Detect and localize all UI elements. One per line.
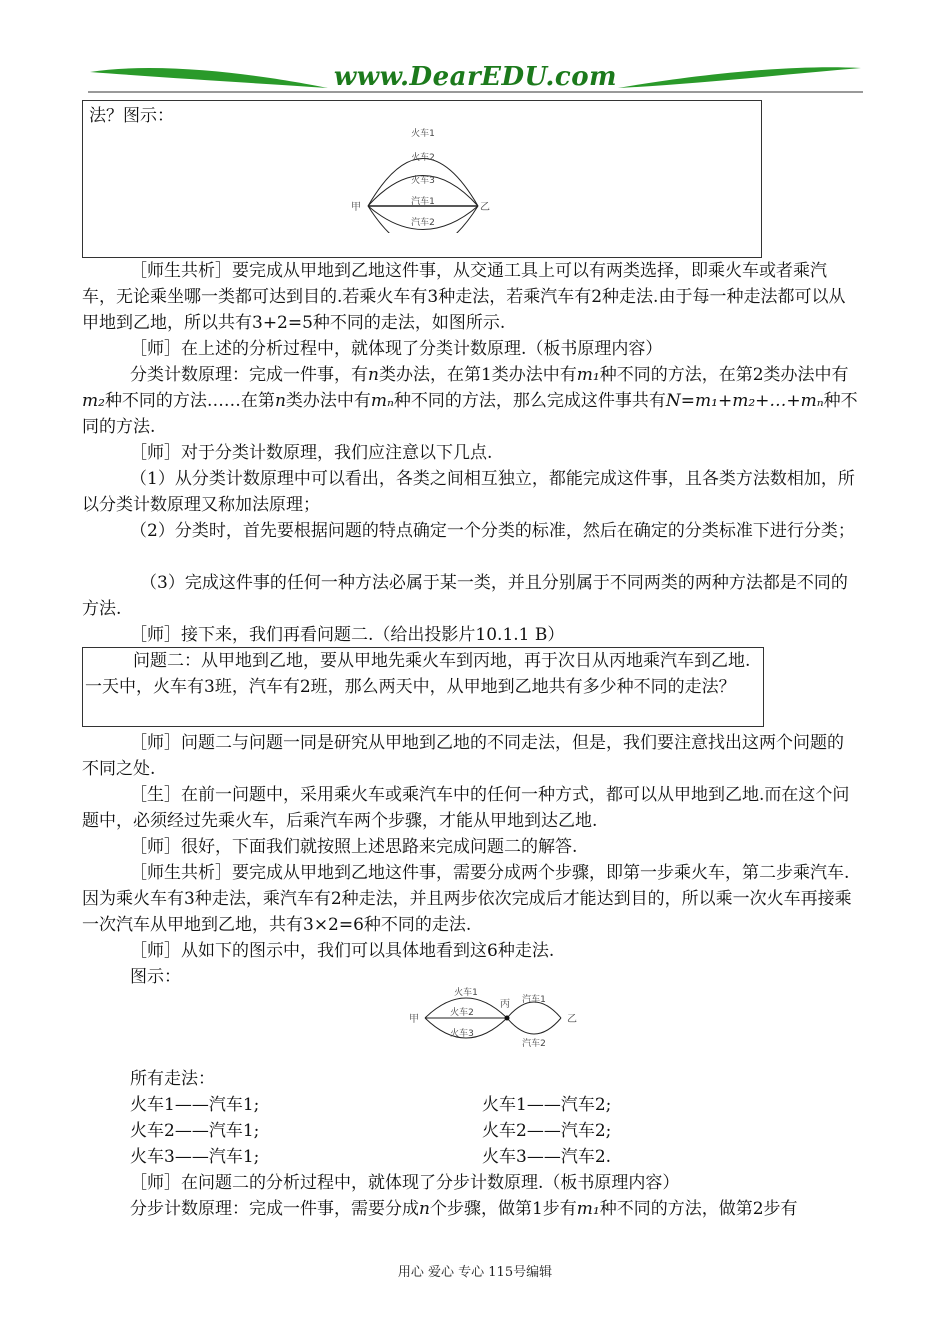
p3-m1: m₁ (576, 365, 600, 385)
figure-box-1 (82, 100, 762, 258)
node-end-2: 乙 (567, 1014, 577, 1025)
p16-c: 种不同的方法，做第2步有 (599, 1199, 798, 1219)
paragraph-14: 图示： (130, 967, 181, 987)
route-item: 火车1——汽车2; (482, 1095, 612, 1115)
paragraph-1: ［师生共析］要完成从甲地到乙地这件事，从交通工具上可以有两类选择，即乘火车或者乘汽车，无论乘坐哪一类都可达到目的.若乘火车有3种走法，若乘汽车有2种走法.由于每一种走法都可以从甲地到乙地，所以共有3+2=5种不同的走法，如图所示. (82, 261, 846, 333)
p3-n1: n (368, 365, 379, 385)
p3-b: 类办法，在第1类办法中有 (378, 365, 577, 385)
all-routes-label: 所有走法： (130, 1069, 215, 1089)
p16-n: n (419, 1199, 430, 1219)
node-end: 乙 (480, 202, 490, 213)
paragraph-4: ［师］对于分类计数原理，我们应注意以下几点. (130, 443, 493, 463)
train-label-2: 火车2 (450, 1008, 474, 1018)
header-banner (88, 58, 863, 100)
logo-edu: EDU (481, 62, 546, 92)
p3-a: 分类计数原理：完成一件事，有 (130, 365, 368, 385)
route-item: 火车1——汽车1; (130, 1095, 260, 1115)
route-label-2: 火车2 (411, 153, 435, 163)
paragraph-9: ［师］问题二与问题一同是研究从甲地到乙地的不同走法，但是，我们要注意找出这两个问题的不同之处. (82, 733, 844, 779)
route-item: 火车2——汽车1; (130, 1121, 260, 1141)
paragraph-10: ［生］在前一问题中，采用乘火车或乘汽车中的任何一种方式，都可以从甲地到乙地.而在这个问题中，必须经过先乘火车，后乘汽车两个步骤，才能从甲地到达乙地. (82, 785, 850, 831)
train-label-3: 火车3 (450, 1029, 474, 1039)
p3-mn: mₙ (370, 391, 394, 411)
route-label-4: 汽车1 (411, 197, 435, 207)
paragraph-3 (82, 362, 860, 440)
p16-b: 个步骤，做第1步有 (429, 1199, 577, 1219)
node-start: 甲 (351, 202, 361, 213)
figure-box-label: 法？图示： (89, 106, 174, 126)
paragraph-6: （2）分类时，首先要根据问题的特点确定一个分类的标准，然后在确定的分类标准下进行分类； (130, 521, 855, 541)
route-diagram-2 (407, 984, 587, 1054)
bus-label-2: 汽车2 (522, 1039, 546, 1049)
bus-label-1: 汽车1 (522, 995, 546, 1005)
node-start-2: 甲 (409, 1014, 419, 1025)
route-item: 火车2——汽车2; (482, 1121, 612, 1141)
route-label-1: 火车1 (411, 129, 435, 139)
site-logo[interactable] (88, 62, 863, 92)
train-label-1: 火车1 (454, 988, 478, 998)
paragraph-7: （3）完成这件事的任何一种方法必属于某一类，并且分别属于不同两类的两种方法都是不同的方法. (82, 573, 848, 619)
p3-d: 种不同的方法……在第 (104, 391, 275, 411)
paragraph-15: ［师］在问题二的分析过程中，就体现了分步计数原理.（板书原理内容） (130, 1173, 680, 1193)
paragraph-11: ［师］很好，下面我们就按照上述思路来完成问题二的解答. (130, 837, 578, 857)
p16-a: 分步计数原理：完成一件事，需要分成 (130, 1199, 419, 1219)
route-item: 火车3——汽车2. (482, 1147, 612, 1167)
p3-g: 种不同的方法. (82, 391, 858, 437)
route-label-5: 汽车2 (411, 218, 435, 228)
p3-m2: m₂ (82, 391, 105, 411)
paragraph-5: （1）从分类计数原理中可以看出，各类之间相互独立，都能完成这件事，且各类方法数相加，所以分类计数原理又称加法原理； (82, 469, 855, 515)
paragraph-8: ［师］接下来，我们再看问题二.（给出投影片10.1.1 B） (130, 625, 565, 645)
paragraph-13: ［师］从如下的图示中，我们可以具体地看到这6种走法. (130, 941, 555, 961)
problem-two-box (82, 647, 764, 727)
p3-formula: N=m₁+m₂+…+mₙ (665, 391, 824, 411)
route-label-3: 火车3 (411, 176, 435, 186)
p16-m1: m₁ (576, 1199, 600, 1219)
routes-right-column (482, 1092, 611, 1170)
logo-com: .com (545, 62, 618, 92)
p3-c: 种不同的方法，在第2类办法中有 (599, 365, 849, 385)
problem-two-text: 问题二：从甲地到乙地，要从甲地先乘火车到丙地，再于次日从丙地乘汽车到乙地.一天中，火车有3班，汽车有2班，那么两天中，从甲地到乙地共有多少种不同的走法？ (85, 651, 751, 697)
node-middle-2: 丙 (500, 999, 510, 1010)
route-item: 火车3——汽车1; (130, 1147, 260, 1167)
paragraph-12: ［师生共析］要完成从甲地到乙地这件事，需要分成两个步骤，即第一步乘火车，第二步乘汽车.因为乘火车有3种走法，乘汽车有2种走法，并且两步依次完成后才能达到目的，所以乘一次火车再接乘一次汽车从甲地到乙地，共有3×2=6种不同的走法. (82, 863, 852, 935)
paragraph-2: ［师］在上述的分析过程中，就体现了分类计数原理.（板书原理内容） (130, 339, 663, 359)
routes-left-column (130, 1092, 259, 1170)
logo-www: www. (333, 62, 410, 92)
page-footer: 用心 爱心 专心 115号编辑 (397, 1265, 553, 1280)
p3-e: 类办法中有 (285, 391, 371, 411)
logo-dear: Dear (409, 62, 482, 92)
p3-f: 种不同的方法，那么完成这件事共有 (393, 391, 666, 411)
paragraph-16 (82, 1196, 860, 1222)
p3-n2: n (274, 391, 286, 411)
route-diagram-1 (348, 123, 498, 233)
